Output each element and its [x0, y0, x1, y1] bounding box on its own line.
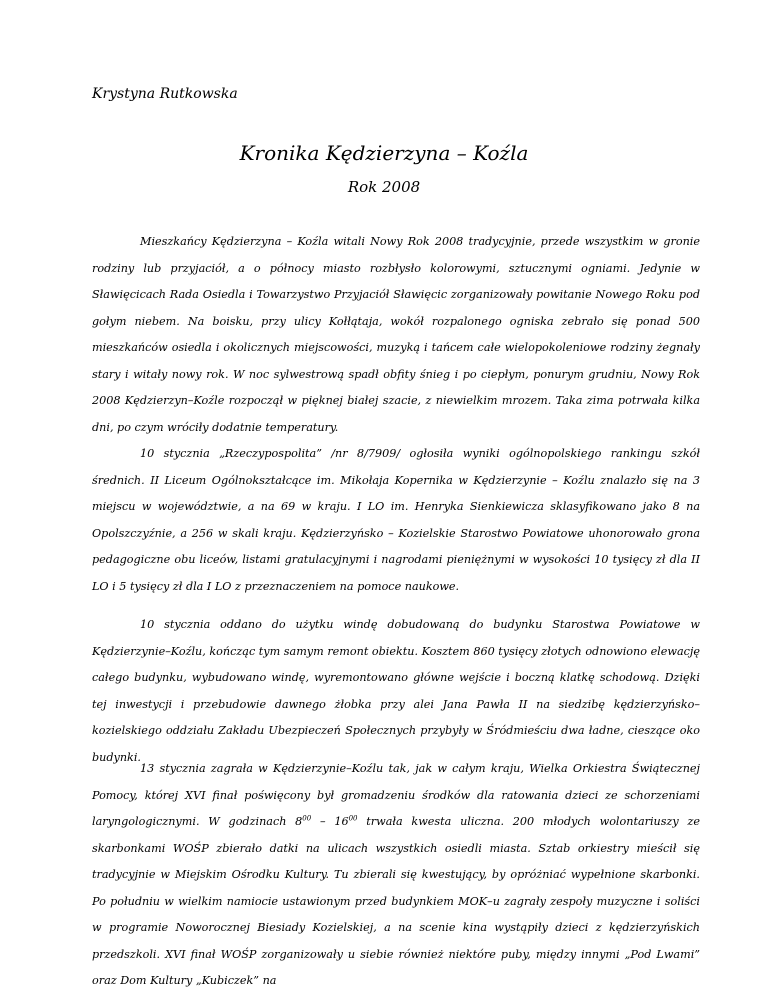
time-superscript-start: 00	[302, 814, 312, 823]
document-title: Kronika Kędzierzyna – Koźla	[239, 141, 529, 165]
paragraph-new-year: Mieszkańcy Kędzierzyna – Koźla witali Nowy Rok 2008 tradycyjnie, przede wszystkim w gronie rodziny lub przyjaciół, a o północy miasto rozbłysło kolorowymi, sztucznymi ogniami. Jedynie w Sławięcicach Rada Osiedla i Towarzystwo Przyjaciół Sławięcic zorganizowały powitanie Nowego Roku pod gołym niebem. Na boisku, przy ulicy Kołłątaja, wokół rozpalonego ogniska zebrało się ponad 500 mieszkańców osiedla i okolicznych miejscowości, muzyką i tańcem całe wielopokoleniowe rodziny żegnały stary i witały nowy rok. W noc sylwestrową spadł obfity śnieg i po ciepłym, ponurym grudniu, Nowy Rok 2008 Kędzierzyn–Koźle rozpoczął w pięknej białej szacie, z niewielkim mrozem. Taka zima potrwała kilka dni, po czym wróciły dodatnie temperatury.	[92, 235, 700, 434]
author-name: Krystyna Rutkowska	[92, 86, 238, 102]
paragraph-wosp-text-end: trwała kwesta uliczna. 200 młodych wolontariuszy ze skarbonkami WOŚP zbierało datki na ulicach wszystkich osiedli miasta. Sztab orkiestry mieścił się tradycyjnie w Miejskim Ośrodku Kultury. Tu zbierali się kwestujący, by opróżniać wypełnione skarbonki. Po południu w wielkim namiocie ustawionym przed budynkiem MOK–u zagrały zespoły muzyczne i soliści w programie Noworocznej Biesiady Kozielskiej, a na scenie kina wystąpiły dzieci z kędzierzyńskich przedszkoli. XVI finał WOŚP zorganizowały u siebie również niektóre puby, między innymi „Pod Lwami” oraz Dom Kultury „Kubiczek” na	[92, 815, 700, 987]
paragraph-elevator: 10 stycznia oddano do użytku windę dobudowaną do budynku Starostwa Powiatowe w Kędzierzynie–Koźlu, kończąc tym samym remont obiektu. Kosztem 860 tysięcy złotych odnowiono elewację całego budynku, wybudowano windę, wyremontowano główne wejście i boczną klatkę schodową. Dzięki tej inwestycji i przebudowie dawnego żłobka przy alei Jana Pawła II na siedzibę kędzierzyńsko–kozielskiego oddziału Zakładu Ubezpieczeń Społecznych przybyły w Śródmieściu dwa ładne, cieszące oko budynki.	[92, 618, 700, 764]
paragraph-wosp-text-start: 13 stycznia zagrała w Kędzierzynie–Koźlu tak, jak w całym kraju, Wielka Orkiestra Świątecznej Pomocy, której XVI finał poświęcony był gromadzeniu środków dla ratowania dzieci ze schorzeniami laryngologicznymi. W godzinach 8	[92, 762, 700, 828]
paragraph-wosp-text-middle: – 16	[311, 815, 349, 828]
time-superscript-end: 00	[348, 814, 358, 823]
paragraph-school-ranking: 10 stycznia „Rzeczypospolita” /nr 8/7909/ ogłosiła wyniki ogólnopolskiego rankingu szkół średnich. II Liceum Ogólnokształcące im. Mikołaja Kopernika w Kędzierzynie – Koźlu znalazło się na 3 miejscu w województwie, a na 69 w kraju. I LO im. Henryka Sienkiewicza sklasyfikowano jako 8 na Opolszczyźnie, a 256 w skali kraju. Kędzierzyńsko – Kozielskie Starostwo Powiatowe uhonorowało grona pedagogiczne obu liceów, listami gratulacyjnymi i nagrodami pieniężnymi w wysokości 10 tysięcy zł dla II LO i 5 tysięcy zł dla I LO z przeznaczeniem na pomoce naukowe.	[92, 447, 700, 593]
year-heading: Rok 2008	[347, 178, 421, 196]
paragraph-wosp	[92, 756, 700, 995]
